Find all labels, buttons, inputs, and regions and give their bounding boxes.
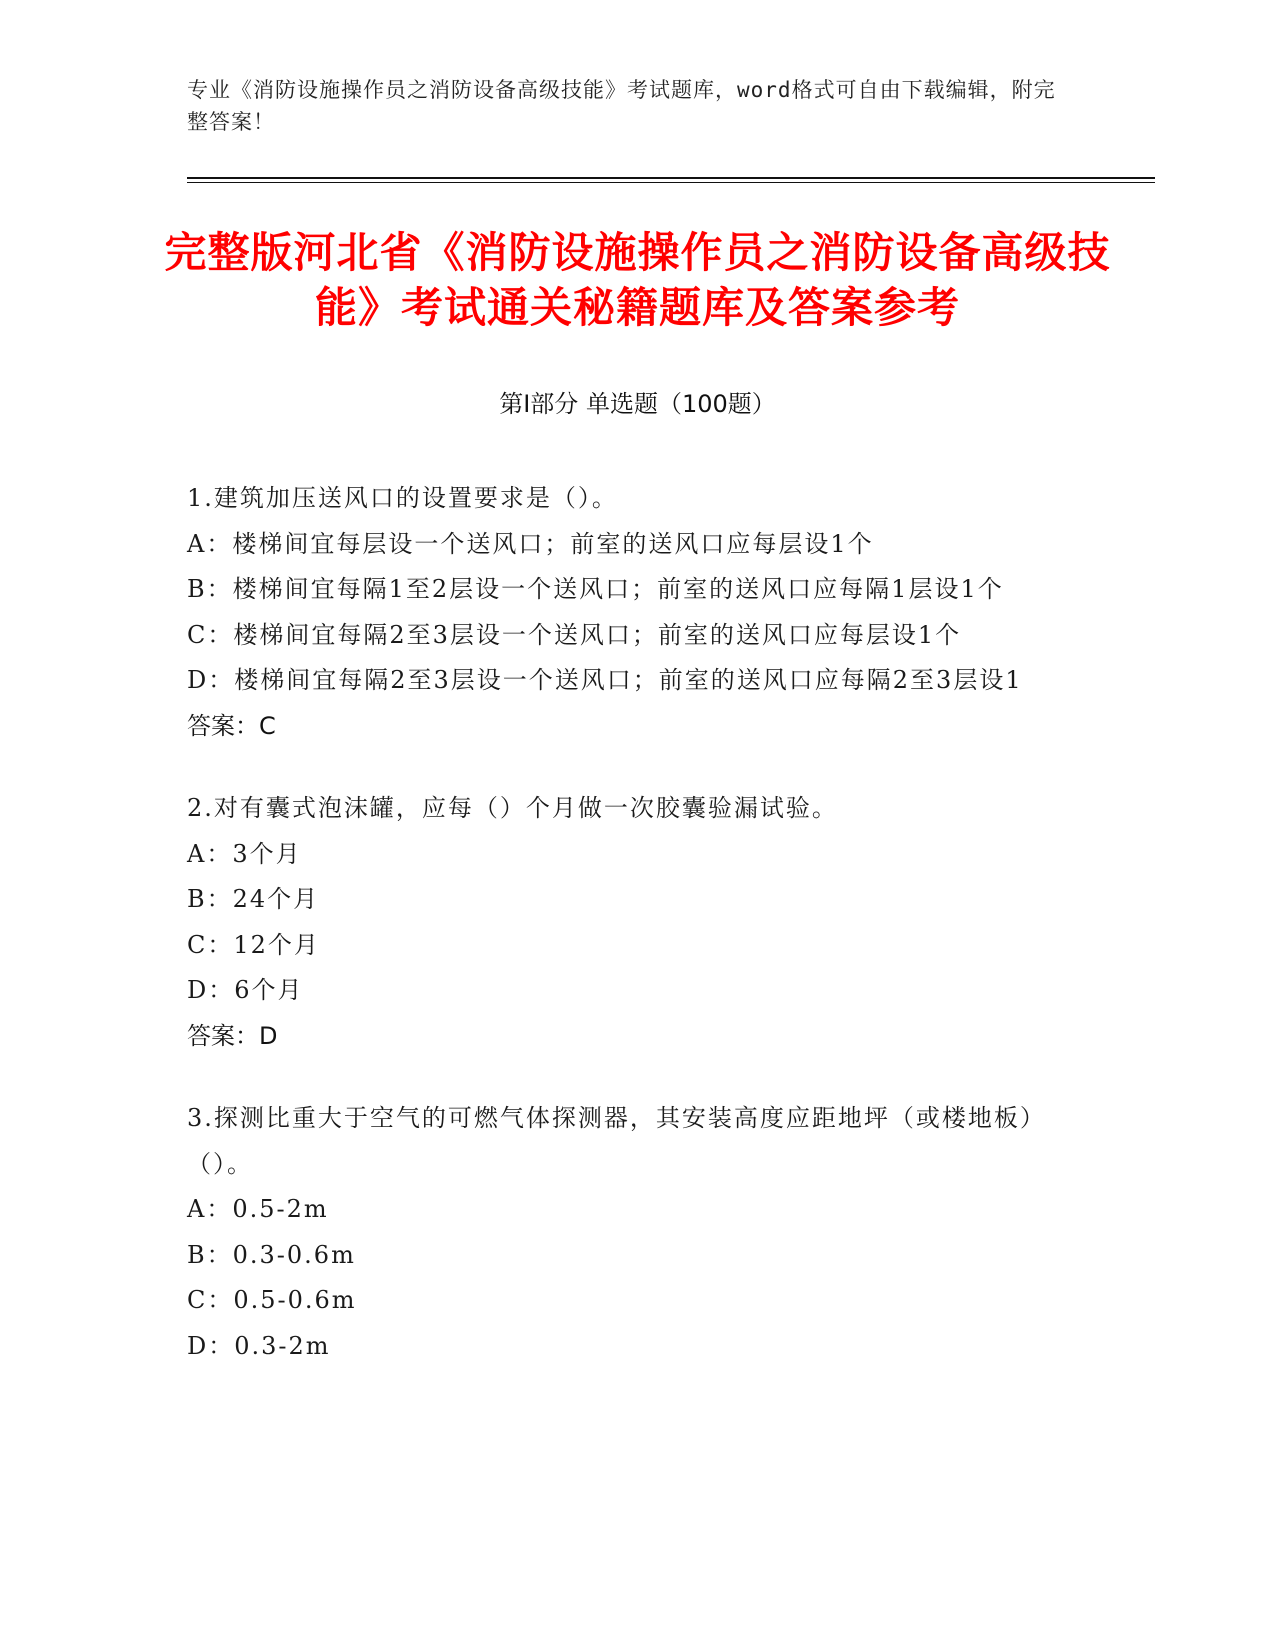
answer-label: 答案：C: [187, 711, 276, 740]
option-c: C：12个月: [187, 930, 320, 959]
option-d: D：0.3-2m: [187, 1331, 331, 1360]
option-d: D：楼梯间宜每隔2至3层设一个送风口；前室的送风口应每隔2至3层设1: [187, 666, 1023, 694]
section-heading: 第Ⅰ部分 单选题（100题）: [499, 390, 776, 418]
question-stem: 1.建筑加压送风口的设置要求是（）。: [187, 484, 618, 512]
option-b: B：0.3-0.6m: [187, 1240, 356, 1269]
option-c: C：楼梯间宜每隔2至3层设一个送风口；前室的送风口应每层设1个: [187, 620, 962, 649]
option-a: A：3个月: [187, 839, 302, 868]
header-divider-thin: [187, 182, 1155, 183]
question-1: [187, 476, 1067, 749]
option-a: A：楼梯间宜每层设一个送风口；前室的送风口应每层设1个: [187, 529, 874, 558]
document-title: 完整版河北省《消防设施操作员之消防设备高级技能》考试通关秘籍题库及答案参考: [164, 228, 1111, 332]
option-d: D：6个月: [187, 976, 304, 1004]
question-list: [187, 476, 1067, 1406]
option-b: B：24个月: [187, 885, 320, 913]
question-stem: 3.探测比重大于空气的可燃气体探测器，其安装高度应距地坪（或楼地板）（）。: [187, 1104, 1046, 1178]
option-a: A：0.5-2m: [187, 1195, 329, 1223]
option-c: C：0.5-0.6m: [187, 1286, 357, 1314]
answer-label: 答案：D: [187, 1021, 278, 1050]
header-note: 专业《消防设施操作员之消防设备高级技能》考试题库，word格式可自由下载编辑，附完整答案！: [187, 78, 1056, 134]
question-stem: 2.对有囊式泡沫罐，应每（）个月做一次胶囊验漏试验。: [187, 794, 838, 822]
option-b: B：楼梯间宜每隔1至2层设一个送风口；前室的送风口应每隔1层设1个: [187, 575, 1004, 603]
question-2: [187, 786, 1067, 1059]
question-3: [187, 1096, 1067, 1369]
header-divider-thick: [187, 177, 1155, 179]
